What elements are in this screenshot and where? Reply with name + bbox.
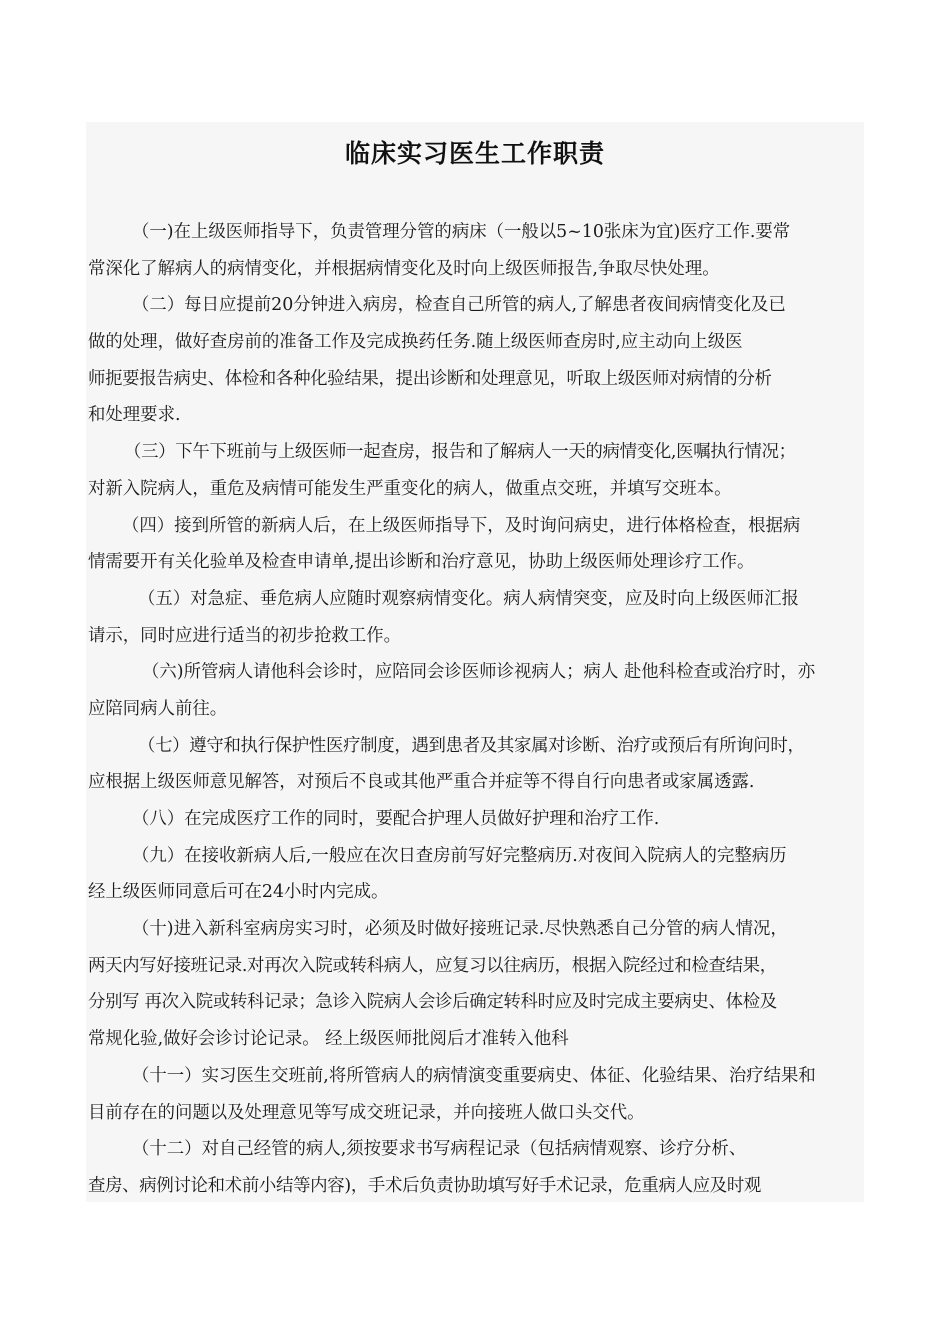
text-line: 经上级医师同意后可在24小时内完成。	[88, 882, 389, 903]
document-title: 临床实习医生工作职责	[344, 139, 605, 168]
text-line: 分别写 再次入院或转科记录；急诊入院病人会诊后确定转科时应及时完成主要病史、体检及	[88, 992, 777, 1013]
text-line: （五）对急症、垂危病人应随时观察病情变化。病人病情突变，应及时向上级医师汇报	[138, 588, 799, 609]
text-line: 做的处理，做好查房前的准备工作及完成换药任务.随上级医师查房时,应主动向上级医	[88, 332, 743, 353]
text-line: 常规化验,做好会诊讨论记录。 经上级医师批阅后才准转入他科	[88, 1029, 569, 1050]
text-line: 查房、病例讨论和术前小结等内容)，手术后负责协助填写好手术记录，危重病人应及时观	[88, 1175, 762, 1196]
text-line: （四）接到所管的新病人后，在上级医师指导下，及时询问病史，进行体格检查，根据病	[122, 515, 801, 536]
text-line: （一)在上级医师指导下，负责管理分管的病床（一般以5~10张床为宜)医疗工作.要常	[132, 222, 791, 242]
text-line: 应根据上级医师意见解答，对预后不良或其他严重合并症等不得自行向患者或家属透露.	[88, 772, 755, 793]
text-line: （十二）对自己经管的病人,须按要求书写病程记录（包括病情观察、诊疗分析、	[132, 1139, 747, 1160]
text-line: （十)进入新科室病房实习时，必须及时做好接班记录.尽快熟悉自己分管的病人情况，	[132, 919, 788, 940]
text-line: 常深化了解病人的病情变化，并根据病情变化及时向上级医师报告,争取尽快处理。	[88, 258, 720, 279]
text-line: 两天内写好接班记录.对再次入院或转科病人，应复习以往病历，根据入院经过和检查结果，	[88, 955, 777, 976]
text-line: （七）遵守和执行保护性医疗制度，遇到患者及其家属对诊断、治疗或预后有所询问时，	[138, 735, 805, 756]
text-line: （六)所管病人请他科会诊时，应陪同会诊医师诊视病人；病人 赴他科检查或治疗时，亦	[142, 662, 816, 683]
text-line: （二）每日应提前20分钟进入病房，检查自己所管的病人,了解患者夜间病情变化及已	[132, 295, 786, 316]
text-line: （九）在接收新病人后,一般应在次日查房前写好完整病历.对夜间入院病人的完整病历	[132, 845, 787, 866]
text-line: 情需要开有关化验单及检查申请单,提出诊断和治疗意见，协助上级医师处理诊疗工作。	[88, 552, 755, 573]
text-line: （八）在完成医疗工作的同时，要配合护理人员做好护理和治疗工作.	[132, 809, 660, 829]
text-line: 对新入院病人，重危及病情可能发生严重变化的病人，做重点交班，并填写交班本。	[88, 478, 732, 499]
document-body	[88, 214, 864, 1205]
text-line: （十一）实习医生交班前,将所管病人的病情演变重要病史、体征、化验结果、治疗结果和	[132, 1065, 816, 1086]
text-line: 应陪同病人前往。	[88, 698, 228, 719]
text-line: 师扼要报告病史、体检和各种化验结果，提出诊断和处理意见，听取上级医师对病情的分析	[88, 368, 772, 389]
text-line: （三）下午下班前与上级医师一起查房，报告和了解病人一天的病情变化,医嘱执行情况；	[124, 442, 796, 463]
text-line: 目前存在的问题以及处理意见等写成交班记录，并向接班人做口头交代。	[88, 1102, 645, 1123]
text-line: 请示，同时应进行适当的初步抢救工作。	[88, 625, 402, 646]
text-line: 和处理要求.	[88, 405, 181, 426]
